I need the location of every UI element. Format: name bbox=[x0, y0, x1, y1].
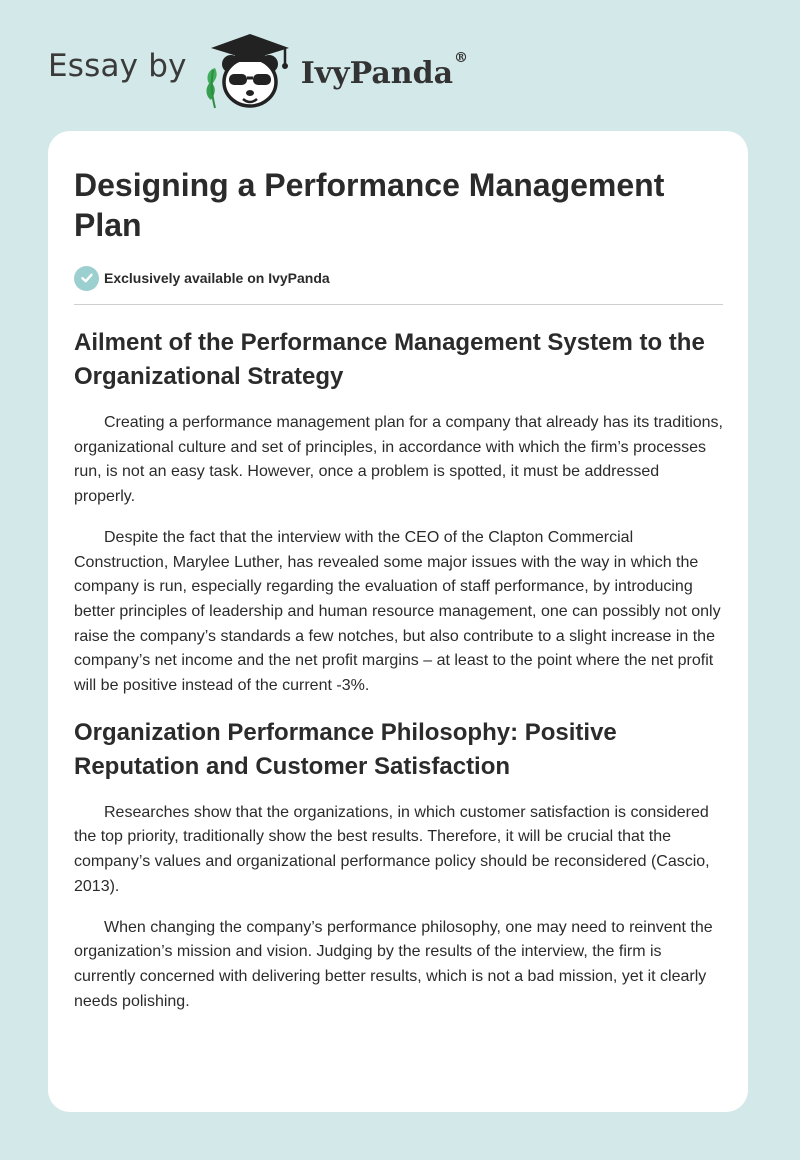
brand-header bbox=[48, 30, 468, 110]
brand-name-text: IvyPanda bbox=[300, 55, 454, 91]
registered-mark: ® bbox=[454, 49, 469, 66]
brand-name[interactable] bbox=[300, 49, 469, 91]
exclusive-badge bbox=[74, 265, 724, 291]
brand-prefix: Essay by bbox=[48, 48, 187, 84]
paragraph: Creating a performance management plan for a company that already has its traditions, organizational culture and set of principles, in accordance with which the firm’s processes run, is not an easy task. However, once a problem is spotted, it must be addressed properly. bbox=[74, 414, 723, 506]
page-title: Designing a Performance Management Plan bbox=[74, 167, 665, 243]
paragraph: When changing the company’s performance philosophy, one may need to reinvent the organization’s mission and vision. Judging by the results of the interview, the firm is currently concerned with delivering better results, which is not a bad mission, yet it clearly needs polishing. bbox=[74, 918, 713, 1010]
check-icon bbox=[74, 266, 99, 291]
essay-content bbox=[74, 131, 724, 1014]
panda-graduate-logo-icon[interactable] bbox=[201, 30, 293, 110]
paragraph: Despite the fact that the interview with the CEO of the Clapton Commercial Construction, Marylee Luther, has revealed some major issues with the way in which the company is run, especially regarding the evaluation of staff performance, by introducing better principles of leadership and human resource management, one can possibly not only raise the company’s standards a few notches, but also contribute to a slight increase in the company’s net income and the net profit margins – at least to the point where the net profit will be positive instead of the current -3%. bbox=[74, 528, 721, 695]
section-heading-strategy: Ailment of the Performance Management System to the Organizational Strategy bbox=[74, 329, 705, 390]
section-heading-philosophy: Organization Performance Philosophy: Positive Reputation and Customer Satisfaction bbox=[74, 718, 617, 780]
divider bbox=[74, 304, 723, 305]
paragraph: Researches show that the organizations, in which customer satisfaction is considered the top priority, traditionally show the best results. Therefore, it will be crucial that the company’s values and organizational performance policy should be reconsidered (Cascio, 2013). bbox=[74, 803, 710, 895]
essay-card bbox=[48, 131, 748, 1112]
exclusive-label: Exclusively available on IvyPanda bbox=[104, 270, 330, 286]
